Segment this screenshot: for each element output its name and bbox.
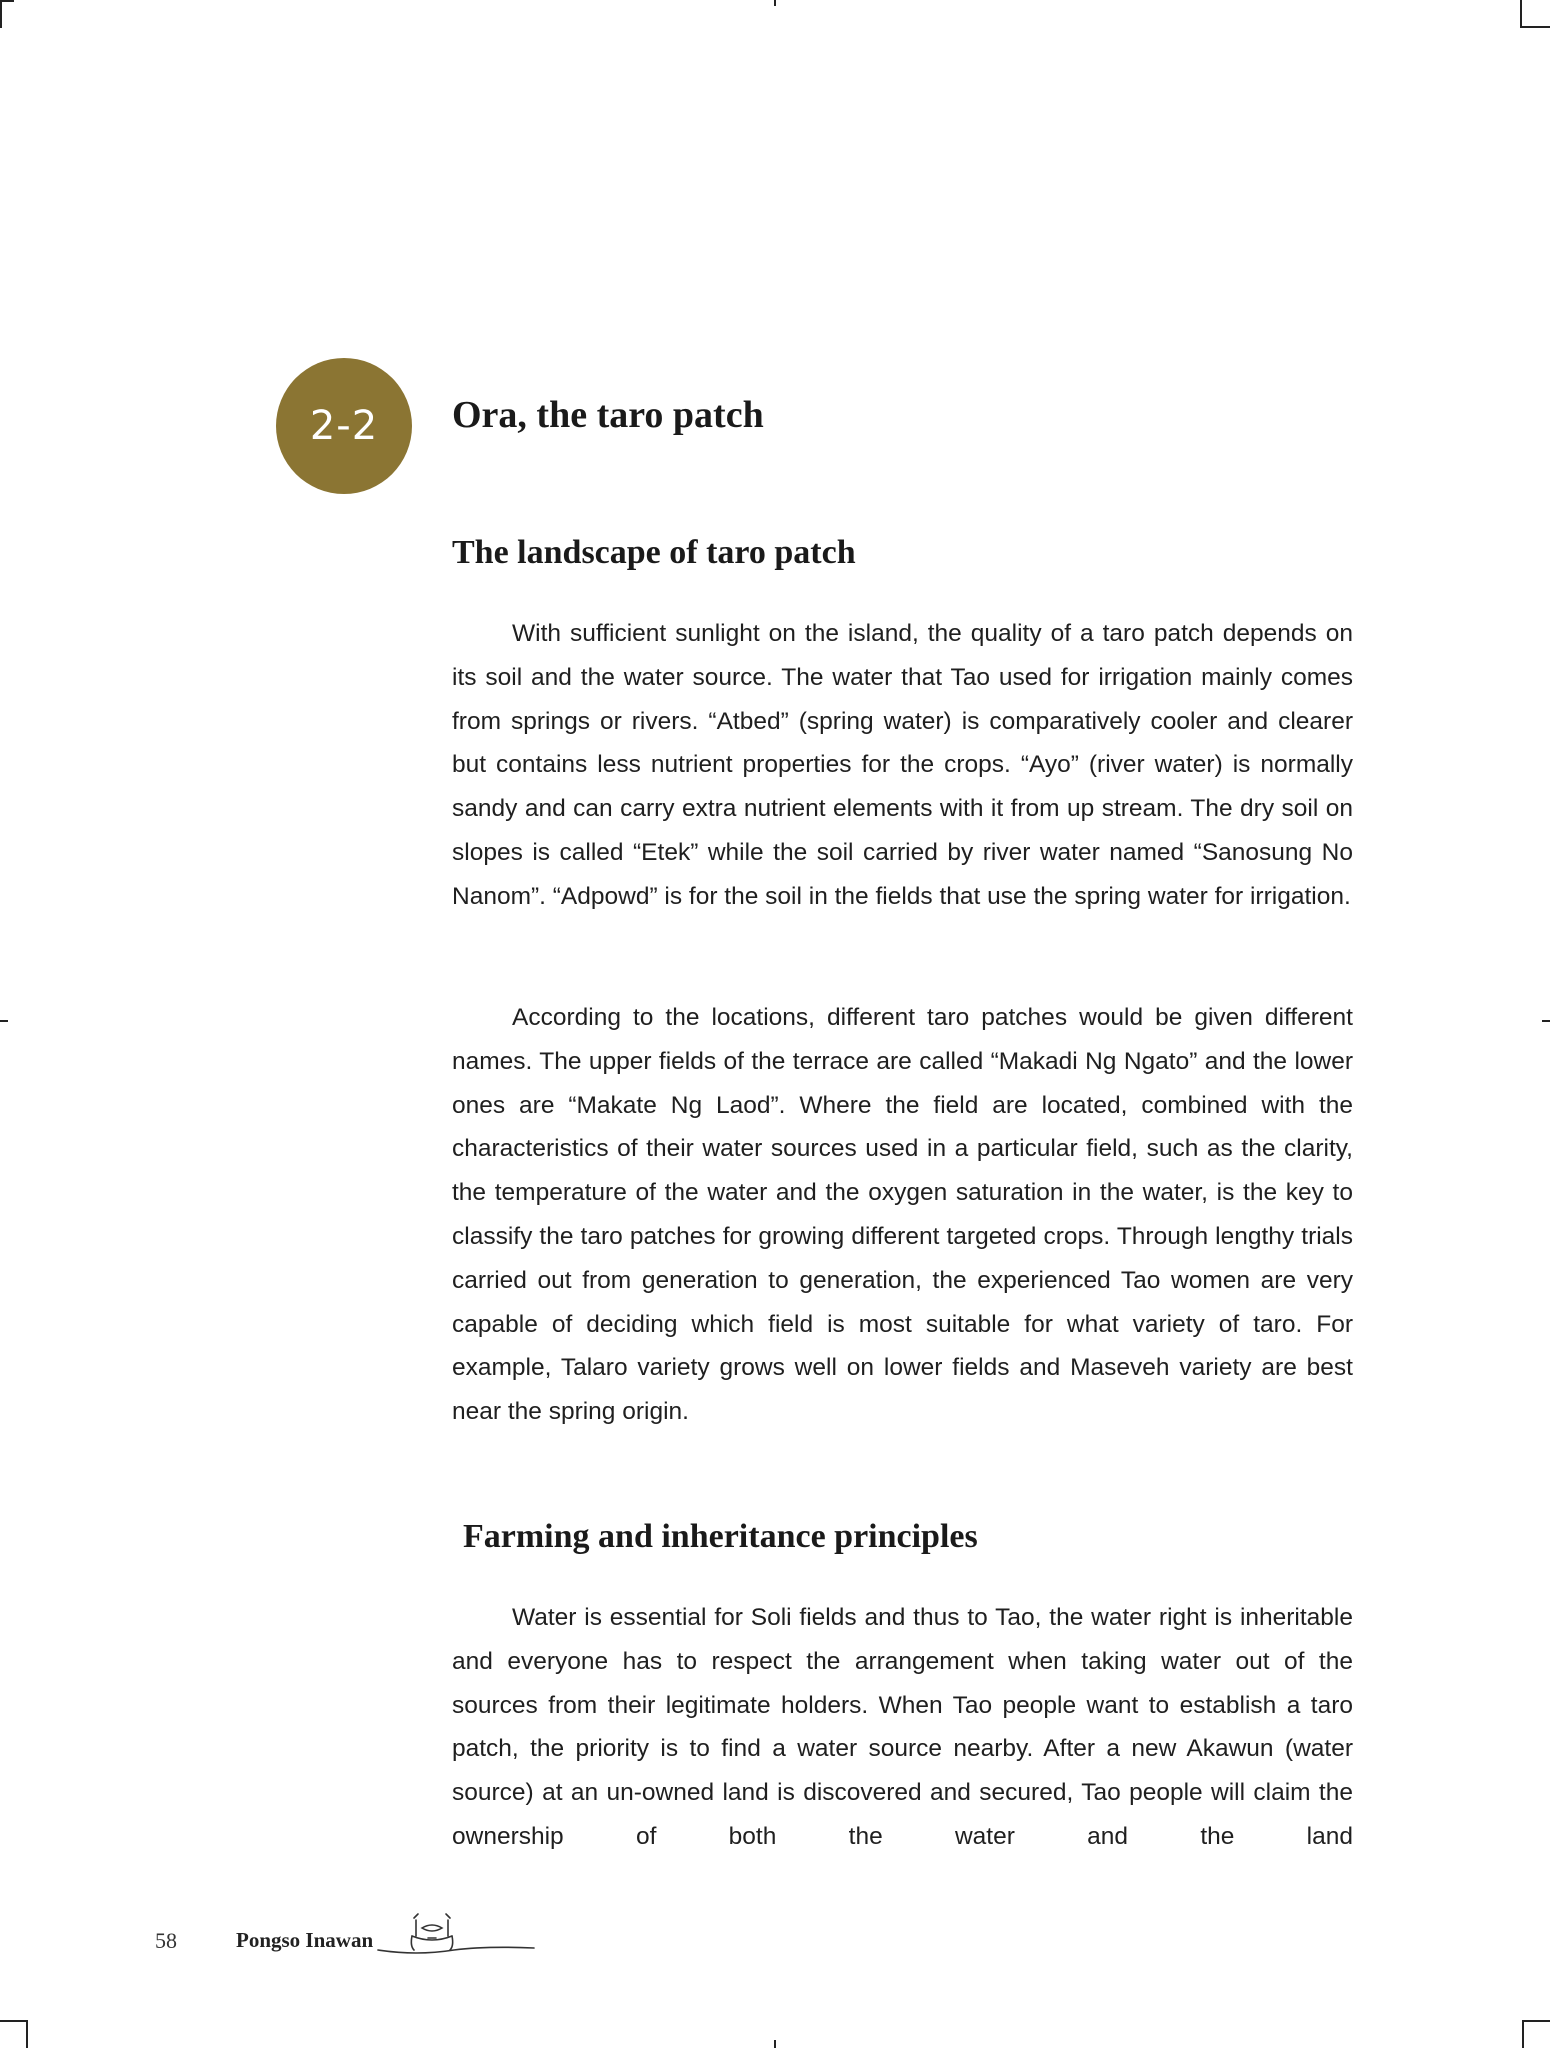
boat-logo-icon (376, 1906, 536, 1960)
landscape-paragraph-1: With sufficient sunlight on the island, the quality of a taro patch depends on its soil and the water source. The water that Tao used for irrigation mainly comes from springs or rivers. “Atbed” (spring water) is comparatively cooler and clearer but contains less nutrient properties for the crops. “Ayo” (river water) is normally sandy and can carry extra nutrient elements with it from up stream. The dry soil on slopes is called “Etek” while the soil carried by river water named “Sanosung No Nanom”. “Adpowd” is for the soil in the fields that use the spring water for irrigation. (452, 620, 1353, 910)
crop-mark (1520, 26, 1550, 28)
crop-mark (1520, 0, 1522, 28)
crop-mark (1522, 2020, 1524, 2048)
crop-mark (0, 1020, 8, 1022)
page-number: 58 (155, 1928, 177, 1953)
crop-mark (1522, 2020, 1550, 2022)
crop-mark (1542, 1020, 1550, 1022)
landscape-paragraph-2: According to the locations, different taro patches would be given different names. The upper fields of the terrace are called “Makadi Ng Ngato” and the lower ones are “Makate Ng Laod”. Where the field are located, combined with the characteristics of their water sources used in a particular field, such as the clarity, the temperature of the water and the oxygen saturation in the water, is the key to classify the taro patches for growing different targeted crops. Through lengthy trials carried out from generation to generation, the experienced Tao women are very capable of deciding which field is most suitable for what variety of taro. For example, Talaro variety grows well on lower fields and Maseveh variety are best near the spring origin. (452, 1004, 1353, 1426)
section-number-badge: 2-2 (276, 358, 412, 494)
section-title: Ora, the taro patch (452, 394, 764, 436)
crop-mark (774, 2040, 776, 2048)
farming-heading: Farming and inheritance principles (463, 1518, 978, 1555)
book-title: Pongso Inawan (236, 1928, 374, 1952)
crop-mark (0, 0, 2, 28)
crop-mark (0, 2020, 28, 2022)
crop-mark (0, 0, 14, 2)
crop-mark (774, 0, 776, 6)
landscape-heading: The landscape of taro patch (452, 534, 856, 571)
crop-mark (26, 2020, 28, 2048)
farming-paragraph-1: Water is essential for Soli fields and thus to Tao, the water right is inheritable and everyone has to respect the arrangement when taking water out of the sources from their legitimate holders. When Tao people want to establish a taro patch, the priority is to find a water source nearby. After a new Akawun (water source) at an un-owned land is discovered and secured, Tao people will claim the ownership of both the water and the land (452, 1604, 1353, 1850)
